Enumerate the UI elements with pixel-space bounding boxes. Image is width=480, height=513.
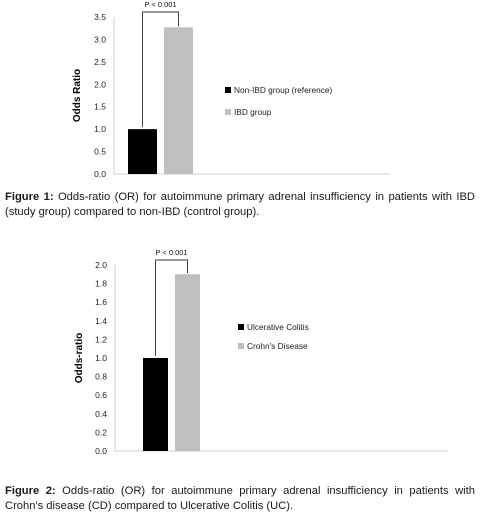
fig1-y-tick-label: 2.5 bbox=[94, 56, 106, 67]
fig2-bar bbox=[175, 274, 200, 451]
fig1-y-tick-label: 1.0 bbox=[94, 124, 106, 135]
figure-2-caption bbox=[5, 484, 475, 513]
fig2-legend-swatch bbox=[238, 324, 244, 330]
fig2-y-tick-label: 1.8 bbox=[95, 278, 107, 289]
fig2-p-value-label: P < 0.001 bbox=[155, 248, 188, 257]
fig1-y-tick-label: 3.0 bbox=[94, 34, 106, 45]
figure-1-caption-label: Figure 1: bbox=[5, 191, 54, 203]
fig2-y-tick-label: 0.6 bbox=[95, 390, 107, 401]
figure-2-caption-text: Odds-ratio (OR) for autoimmune primary adrenal insufficiency in patients with Crohn's disease (CD) compared to Ulcerative Colitis (UC). bbox=[5, 485, 476, 512]
fig2-y-tick-label: 0.4 bbox=[95, 408, 107, 419]
fig2-legend-label: Ulcerative Colitis bbox=[247, 322, 309, 332]
fig1-y-tick-label: 3.5 bbox=[94, 12, 106, 22]
fig1-bar bbox=[128, 129, 157, 174]
fig2-y-tick-label: 0.8 bbox=[95, 371, 107, 382]
fig2-y-tick-label: 1.0 bbox=[95, 353, 107, 363]
fig1-y-tick-label: 1.5 bbox=[94, 101, 106, 112]
fig1-legend-label: Non-IBD group (reference) bbox=[234, 85, 333, 95]
fig1-legend-swatch bbox=[225, 109, 231, 115]
fig1-y-axis-label: Odds Ratio bbox=[72, 68, 83, 123]
fig1-legend-swatch bbox=[225, 87, 231, 93]
figure-2-chart bbox=[0, 240, 480, 465]
fig1-y-tick-label: 0.0 bbox=[94, 169, 106, 179]
fig2-y-tick-label: 1.4 bbox=[95, 315, 107, 326]
figure-1-caption bbox=[5, 190, 475, 219]
fig2-legend-swatch bbox=[238, 343, 244, 349]
fig2-bar bbox=[143, 358, 168, 451]
figure-2-caption-label: Figure 2: bbox=[5, 485, 56, 497]
fig1-y-tick-label: 2.0 bbox=[94, 79, 106, 90]
fig2-y-axis-label: Odds-ratio bbox=[74, 332, 85, 384]
fig1-y-tick-label: 0.5 bbox=[94, 146, 106, 157]
fig2-y-tick-label: 0.2 bbox=[95, 427, 107, 438]
fig2-legend-label: Crohn's Disease bbox=[247, 341, 308, 351]
fig1-bar bbox=[164, 27, 193, 174]
figure-1-caption-text: Odds-ratio (OR) for autoimmune primary adrenal insufficiency in patients with IBD (study group) compared to non-IBD (control group). bbox=[5, 191, 475, 218]
fig2-y-tick-label: 1.2 bbox=[95, 334, 107, 345]
fig2-y-tick-label: 0.0 bbox=[95, 446, 107, 456]
figure-1-chart bbox=[0, 0, 480, 185]
fig1-p-value-label: P < 0.001 bbox=[144, 0, 177, 9]
fig2-y-tick-label: 1.6 bbox=[95, 297, 107, 308]
fig1-legend-label: IBD group bbox=[234, 107, 272, 117]
fig2-y-tick-label: 2.0 bbox=[95, 260, 107, 270]
